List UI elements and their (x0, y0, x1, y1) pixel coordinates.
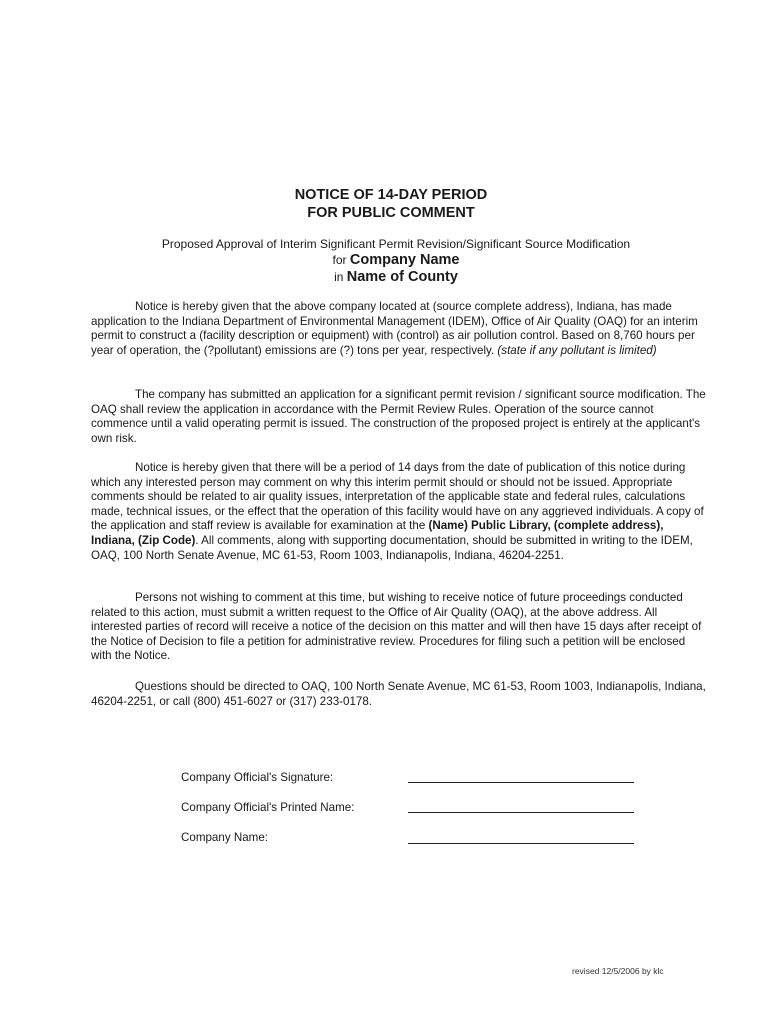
title-line-2: FOR PUBLIC COMMENT (307, 205, 475, 221)
for-prefix: for (332, 253, 350, 267)
paragraph-1 (91, 300, 706, 358)
paragraph-1-italic: (state if any pollutant is limited) (497, 343, 657, 357)
title-line-1: NOTICE OF 14-DAY PERIOD (294, 187, 488, 203)
paragraph-2 (91, 388, 706, 446)
in-prefix: in (334, 270, 347, 284)
paragraph-4 (91, 591, 706, 664)
revision-note: revised 12/5/2006 by klc (572, 966, 664, 976)
signature-label: Company Official's Signature: (181, 771, 334, 784)
company-name: Company Name (349, 252, 460, 268)
company-name-label: Company Name: (181, 831, 268, 844)
printed-name-label: Company Official's Printed Name: (181, 801, 355, 814)
paragraph-1-text: Notice is hereby given that the above company located at (source complete address), Indiana, has made application to the Indiana Department of Environmental Management (IDEM), Office of Air Quality (OAQ) for an interim permit to construct a (facility description or equipment) with (control) as air pollution control. Based on 8,760 hours per year of operation, the (?pollutant) emissions are (?) tons per year, respectively. (91, 300, 698, 357)
printed-name-line[interactable] (408, 812, 634, 813)
paragraph-3-text-b: . All comments, along with supporting documentation, should be submitted in writing to the IDEM, OAQ, 100 North Senate Avenue, MC 61-53, Room 1003, Indianapolis, Indiana, 46204-2251. (91, 533, 693, 562)
paragraph-3-text-a: Notice is hereby given that there will be a period of 14 days from the date of publication of this notice during which any interested person may comment on why this interim permit should or should not be issued. Appropriate comments should be related to air quality issues, interpretation of the applicable state and federal rules, calculations made, technical issues, or the effect that the operation of this facility would have on any aggrieved individuals. A copy of the application and staff review is available for examination at the (91, 461, 704, 533)
company-name-line[interactable] (408, 843, 634, 844)
signature-line[interactable] (408, 782, 634, 783)
paragraph-3 (91, 461, 706, 563)
document-title (0, 186, 770, 222)
paragraph-3-library: (Name) Public Library, (complete address), Indiana, (Zip Code) (91, 519, 664, 547)
paragraph-2-text: The company has submitted an application for a significant permit revision / significant source modification. The OAQ shall review the application in accordance with the Permit Review Rules. Operation of the source cannot commence until a valid operating permit is issued. The construction of the proposed project is entirely at the applicant's own risk. (91, 388, 706, 445)
subtitle: Proposed Approval of Interim Significant Permit Revision/Significant Source Modification (161, 237, 631, 251)
county-name: Name of County (346, 269, 458, 285)
paragraph-5-text: Questions should be directed to OAQ, 100 North Senate Avenue, MC 61-53, Room 1003, Indianapolis, Indiana, 46204-2251, or call (800) 451-6027 or (317) 233-0178. (91, 680, 706, 708)
paragraph-4-text: Persons not wishing to comment at this time, but wishing to receive notice of future proceedings conducted related to this action, must submit a written request to the Office of Air Quality (OAQ), at the above address. All interested parties of record will receive a notice of the decision on this matter and will then have 15 days after receipt of the Notice of Decision to file a petition for administrative review. Procedures for filing such a petition will be enclosed with the Notice. (91, 591, 702, 663)
county-line (0, 268, 770, 287)
paragraph-5 (91, 680, 706, 709)
